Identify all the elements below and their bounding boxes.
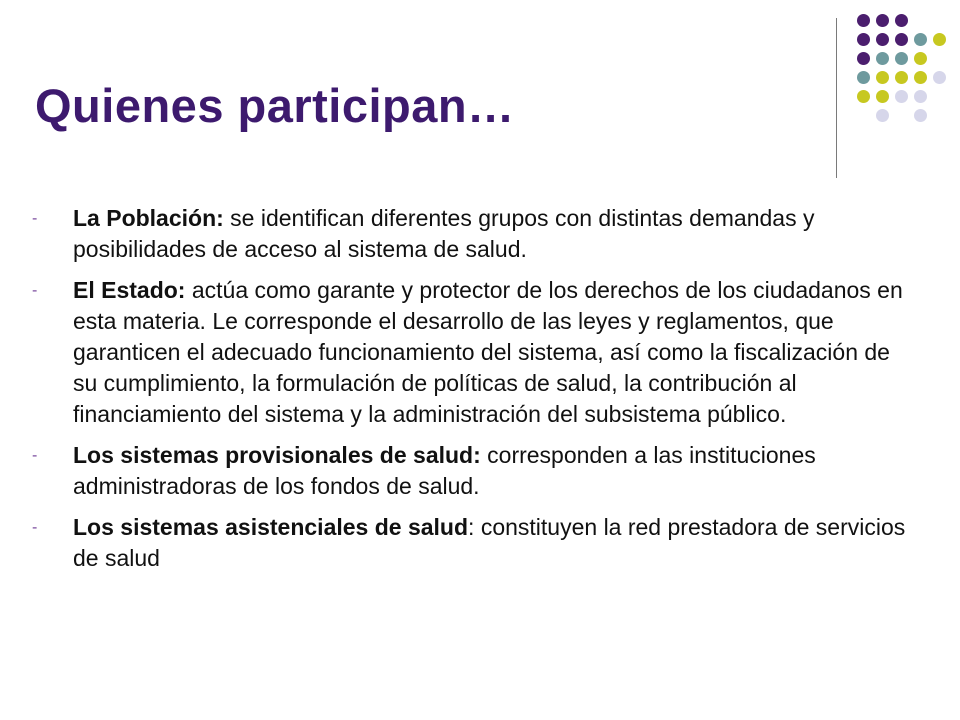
bullet-text: actúa como garante y protector de los derechos de los ciudadanos en esta materia. Le corresponde el desarrollo de las leyes y reglamentos, que garanticen el adecuado funcionamiento del sistema, así como la fiscalización de su cumplimiento, la formulación de políticas de salud, la contribución al financiamiento del sistema y la administración del subsistema público. [73,277,903,427]
bullet-term: El Estado: [73,277,186,303]
decorative-dot [933,71,946,84]
decorative-dot [895,33,908,46]
decorative-dot [876,52,889,65]
decorative-dot [914,90,927,103]
bullet-item-sistemas-asistenciales [30,512,920,574]
bullet-text: : constituyen la red prestadora de servicios de salud [73,514,906,571]
slide-title: Quienes participan… [35,79,515,132]
bullet-item-poblacion [30,203,920,265]
decorative-dot [857,14,870,27]
decorative-dot [895,14,908,27]
bullet-text: corresponden a las instituciones administradoras de los fondos de salud. [73,442,816,499]
bullet-term: La Población: [73,205,224,231]
bullet-item-estado [30,275,920,430]
bullet-marker: - [32,210,38,227]
decorative-dot [876,71,889,84]
bullet-marker: - [32,282,38,299]
decorative-dot [876,33,889,46]
bullet-list [30,203,920,584]
bullet-text: se identifican diferentes grupos con distintas demandas y posibilidades de acceso al sistema de salud. [73,205,815,262]
decorative-dot [933,33,946,46]
decorative-dot [876,109,889,122]
decorative-dot [895,71,908,84]
bullet-marker: - [32,447,38,464]
decorative-divider [836,18,837,178]
decorative-dot [857,90,870,103]
decorative-dot [895,90,908,103]
decorative-dot [914,33,927,46]
decorative-dot [857,71,870,84]
decorative-dot [895,52,908,65]
decorative-dot [857,52,870,65]
decorative-dot [857,33,870,46]
decorative-dot [876,90,889,103]
decorative-dot [876,14,889,27]
bullet-marker: - [32,519,38,536]
bullet-term: Los sistemas asistenciales de salud [73,514,469,540]
bullet-term: Los sistemas provisionales de salud: [73,442,481,468]
bullet-item-sistemas-provisionales [30,440,920,502]
decorative-dot [914,71,927,84]
decorative-dot [914,109,927,122]
decorative-dot [914,52,927,65]
